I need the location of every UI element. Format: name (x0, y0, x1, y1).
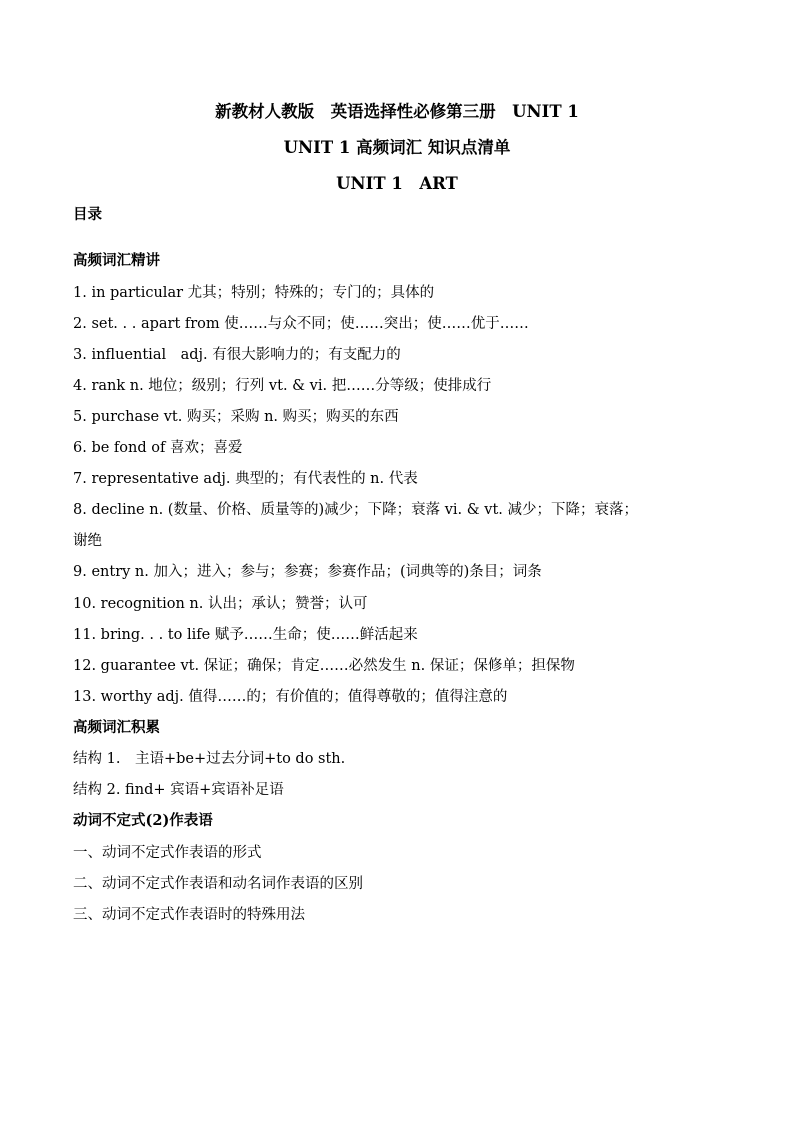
vocab-heading: 高频词汇精讲 (73, 252, 160, 269)
grammar-item-1: 一、动词不定式作表语的形式 (73, 845, 262, 861)
vocab-item-10: 10. recognition n. 认出；承认；赞誉；认可 (73, 596, 368, 612)
grammar-item-3: 三、动词不定式作表语时的特殊用法 (73, 907, 305, 923)
vocab-item-13: 13. worthy adj. 值得……的；有价值的；值得尊敬的；值得注意的 (73, 689, 508, 705)
grammar-item-2: 二、动词不定式作表语和动名词作表语的区别 (73, 876, 363, 892)
vocab-item-3: 3. influential adj. 有很大影响力的；有支配力的 (73, 347, 401, 363)
toc-label: 目录 (73, 206, 102, 223)
unit-title: UNIT 1 ART (336, 174, 458, 193)
structure-2: 结构 2. find+ 宾语+宾语补足语 (73, 782, 284, 798)
vocab-item-8-continued: 谢绝 (73, 533, 102, 549)
vocab-item-5: 5. purchase vt. 购买；采购 n. 购买；购买的东西 (73, 409, 399, 425)
vocab-item-8: 8. decline n. (数量、价格、质量等的)减少；下降；衰落 vi. & vt. 减少；下降；衰落； (73, 502, 639, 518)
grammar-heading: 动词不定式(2)作表语 (73, 812, 213, 829)
document-title: 新教材人教版 英语选择性必修第三册 UNIT 1 (215, 102, 579, 121)
vocab-item-12: 12. guarantee vt. 保证；确保；肯定……必然发生 n. 保证；保修单；担保物 (73, 658, 575, 674)
structure-1: 结构 1. 主语+be+过去分词+to do sth. (73, 751, 346, 767)
vocab-item-7: 7. representative adj. 典型的；有代表性的 n. 代表 (73, 471, 418, 487)
vocab-item-6: 6. be fond of 喜欢；喜爱 (73, 440, 243, 456)
vocab-item-1: 1. in particular 尤其；特别；特殊的；专门的；具体的 (73, 285, 435, 301)
document-subtitle: UNIT 1 高频词汇 知识点清单 (283, 138, 511, 157)
vocab-item-9: 9. entry n. 加入；进入；参与；参赛；参赛作品；(词典等的)条目；词条 (73, 564, 542, 580)
accum-heading: 高频词汇积累 (73, 719, 160, 736)
vocab-item-2: 2. set. . . apart from 使……与众不同；使……突出；使……优于…… (73, 316, 529, 332)
vocab-item-4: 4. rank n. 地位；级别；行列 vt. & vi. 把……分等级；使排成行 (73, 378, 492, 394)
vocab-item-11: 11. bring. . . to life 赋予……生命；使……鲜活起来 (73, 627, 418, 643)
